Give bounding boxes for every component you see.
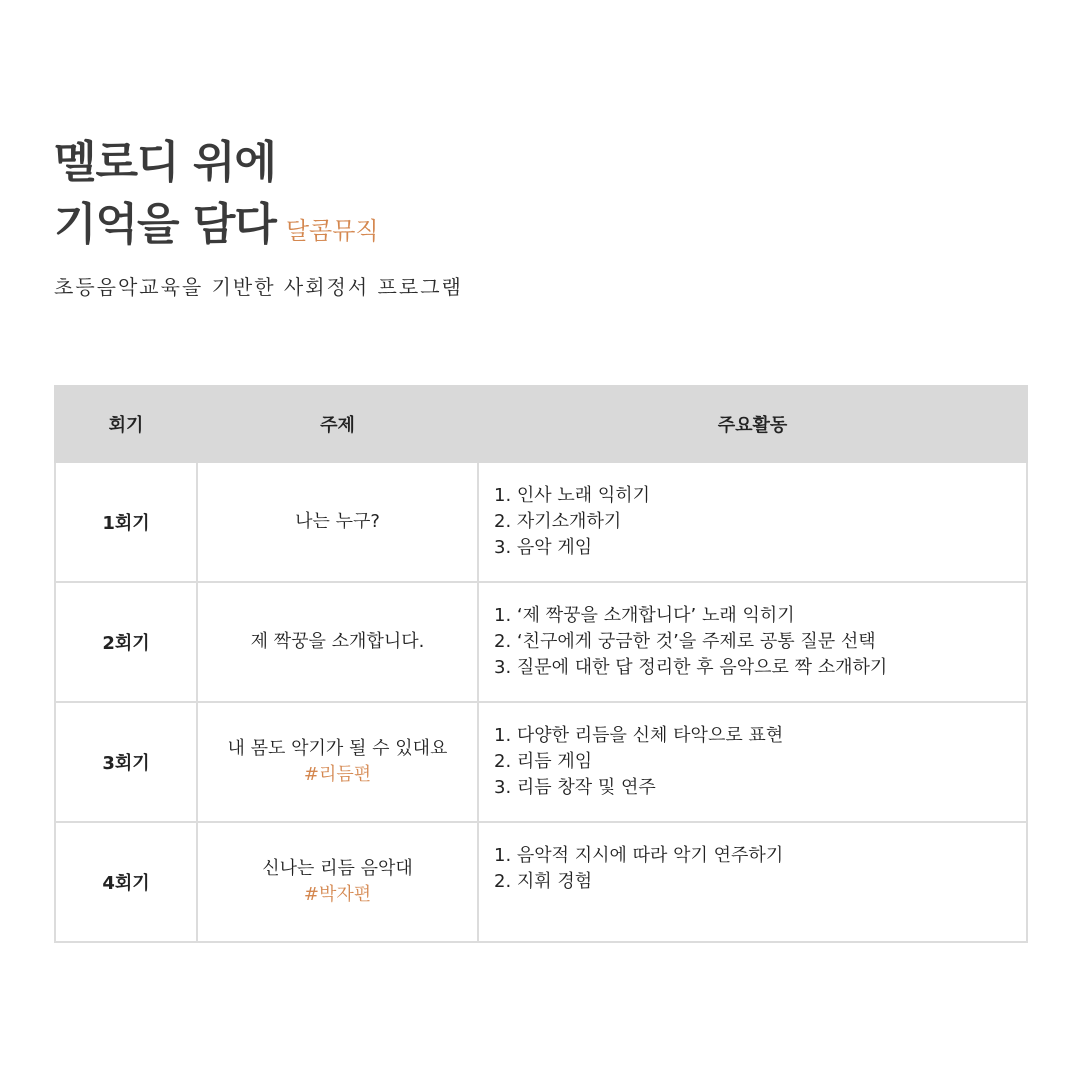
header-activities: 주요활동	[478, 386, 1027, 462]
topic-cell	[197, 702, 478, 822]
session-cell: 4회기	[55, 822, 197, 942]
session-cell: 2회기	[55, 582, 197, 702]
activities-cell	[478, 702, 1027, 822]
activity-item: 1. 다양한 리듬을 신체 타악으로 표현	[494, 725, 784, 746]
topic-text: 나는 누구?	[295, 511, 380, 532]
activity-item: 1. ‘제 짝꿍을 소개합니다’ 노래 익히기	[494, 605, 795, 626]
activity-item: 1. 인사 노래 익히기	[494, 485, 651, 506]
activity-item: 2. 리듬 게임	[494, 751, 593, 772]
table-header-row	[55, 386, 1027, 462]
title-line-1	[54, 137, 276, 188]
activity-item: 2. 지휘 경험	[494, 871, 593, 892]
title-line-2	[54, 199, 379, 250]
activity-list	[494, 483, 1025, 561]
activities-cell	[478, 462, 1027, 582]
table-row	[55, 822, 1027, 942]
activity-list	[494, 843, 1025, 921]
program-schedule-table	[54, 385, 1028, 943]
topic-cell	[197, 582, 478, 702]
subtitle: 초등음악교육을 기반한 사회정서 프로그램	[54, 275, 463, 299]
activity-item: 3. 리듬 창작 및 연주	[494, 777, 656, 798]
table-row	[55, 462, 1027, 582]
activity-list	[494, 603, 1025, 681]
activity-item: 3. 음악 게임	[494, 537, 593, 558]
title-text-2: 기억을 담다	[54, 199, 276, 250]
title-text-1: 멜로디 위에	[54, 137, 276, 188]
topic-tag: #리듬편	[303, 764, 372, 785]
activities-cell	[478, 582, 1027, 702]
activity-item: 1. 음악적 지시에 따라 악기 연주하기	[494, 845, 784, 866]
topic-text: 신나는 리듬 음악대	[262, 858, 413, 879]
header-session: 회기	[55, 386, 197, 462]
topic-text: 내 몸도 악기가 될 수 있대요	[227, 738, 448, 759]
table-row	[55, 582, 1027, 702]
header-topic: 주제	[197, 386, 478, 462]
activity-item: 2. ‘친구에게 궁금한 것’을 주제로 공통 질문 선택	[494, 631, 876, 652]
brand-name: 달콤뮤직	[285, 217, 379, 245]
topic-cell	[197, 462, 478, 582]
activity-item	[494, 895, 1025, 921]
activity-list	[494, 723, 1025, 801]
activities-cell	[478, 822, 1027, 942]
topic-tag: #박자편	[303, 884, 372, 905]
activity-item: 2. 자기소개하기	[494, 511, 622, 532]
session-cell: 3회기	[55, 702, 197, 822]
topic-text: 제 짝꿍을 소개합니다.	[250, 631, 425, 652]
table-row	[55, 702, 1027, 822]
session-cell: 1회기	[55, 462, 197, 582]
topic-cell	[197, 822, 478, 942]
activity-item: 3. 질문에 대한 답 정리한 후 음악으로 짝 소개하기	[494, 657, 888, 678]
